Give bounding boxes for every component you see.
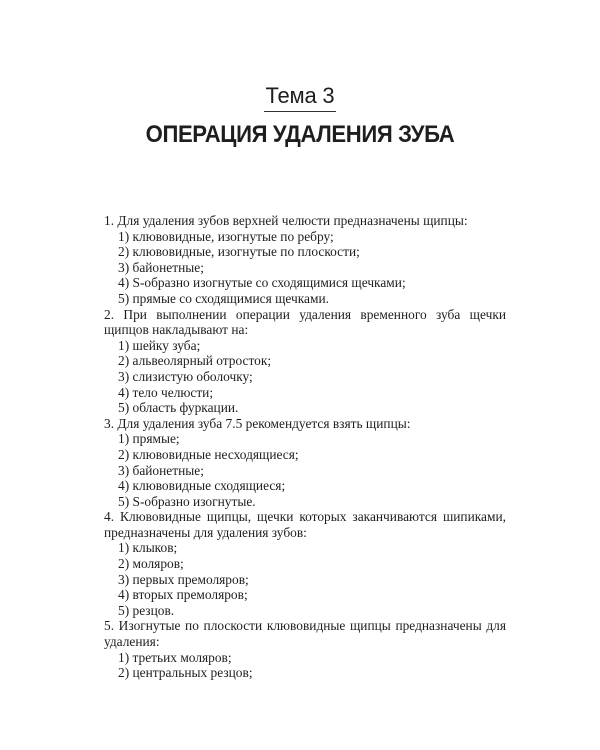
answer-option: 2) клювовидные несходящиеся; — [118, 446, 299, 462]
answer-option: 2) центральных резцов; — [118, 665, 253, 681]
answer-option: 4) S-образно изогнутые со сходящимися щечками; — [118, 275, 406, 291]
page-title: ОПЕРАЦИЯ УДАЛЕНИЯ ЗУБА — [145, 121, 455, 148]
answer-option: 3) первых премоляров; — [118, 571, 249, 587]
question-5 — [104, 618, 506, 680]
answer-option: 2) клювовидные, изогнутые по плоскости; — [118, 244, 360, 260]
answer-option: 5) область фуркации. — [118, 400, 239, 416]
question-list — [104, 213, 506, 681]
answer-option: 1) шейку зуба; — [118, 337, 201, 353]
answer-option: 2) моляров; — [118, 556, 184, 572]
page-header — [0, 83, 600, 149]
topic-label: Тема 3 — [264, 83, 337, 112]
answer-option: 1) прямые; — [118, 431, 180, 447]
question-text: 1. Для удаления зубов верхней челюсти предназначены щипцы: — [104, 213, 468, 228]
answer-option: 4) клювовидные сходящиеся; — [118, 478, 286, 494]
question-text: 2. При выполнении операции удаления временного зуба щечки щипцов накладывают на: — [104, 306, 506, 338]
answer-option: 3) байонетные; — [118, 462, 204, 478]
answer-option: 4) тело челюсти; — [118, 384, 214, 400]
answer-option: 4) вторых премоляров; — [118, 587, 248, 603]
answer-option: 3) слизистую оболочку; — [118, 368, 253, 384]
answer-option: 1) третьих моляров; — [118, 649, 232, 665]
answer-option: 1) клювовидные, изогнутые по ребру; — [118, 228, 334, 244]
answer-option: 3) байонетные; — [118, 259, 204, 275]
question-1 — [104, 213, 506, 307]
question-4 — [104, 509, 506, 618]
question-text: 4. Клювовидные щипцы, щечки которых заканчиваются шипиками, предназначены для удаления зубов: — [104, 509, 506, 540]
question-text: 3. Для удаления зуба 7.5 рекомендуется взять щипцы: — [104, 415, 411, 431]
answer-option: 5) резцов. — [118, 602, 175, 618]
answer-option: 5) S-образно изогнутые. — [118, 493, 256, 509]
answer-option: 5) прямые со сходящимися щечками. — [118, 290, 329, 306]
question-text: 5. Изогнутые по плоскости клювовидные щипцы предназначены для удаления: — [104, 618, 506, 650]
question-3 — [104, 416, 506, 510]
answer-option: 2) альвеолярный отросток; — [118, 353, 272, 369]
question-2 — [104, 307, 506, 416]
answer-option: 1) клыков; — [118, 540, 178, 556]
